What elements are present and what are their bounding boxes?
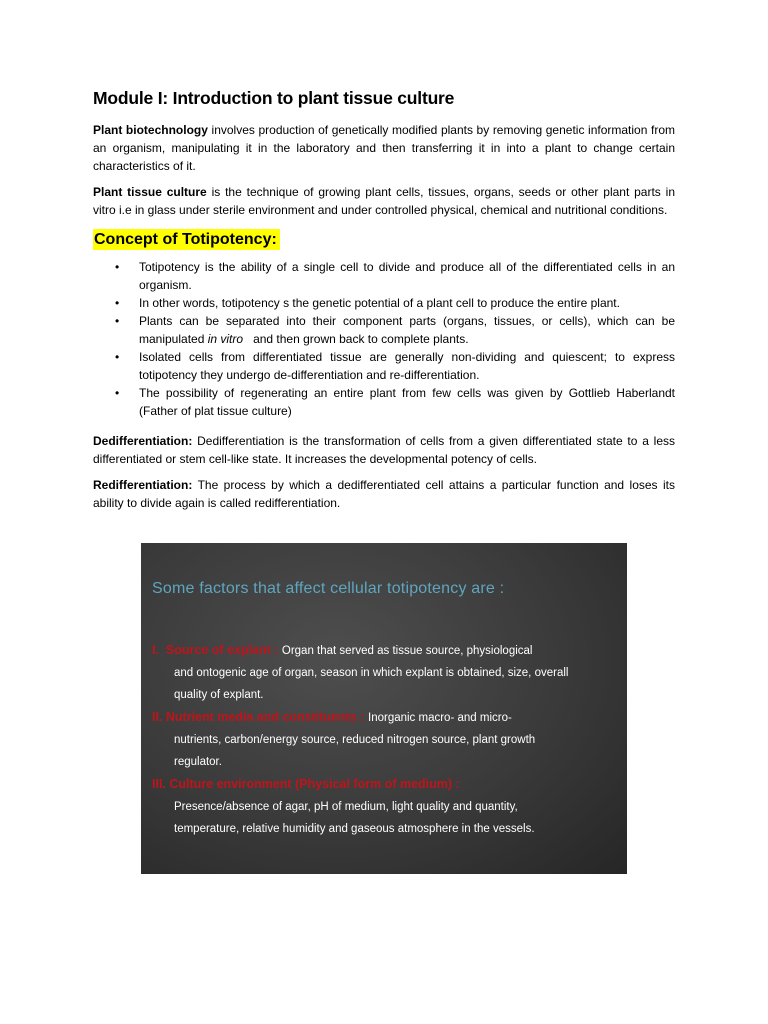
- factor-text: Organ that served as tissue source, physiological: [281, 645, 533, 657]
- intro-paragraph-tissue-culture: [93, 183, 675, 219]
- totipotency-factors-slide: [141, 543, 627, 874]
- factor-text: quality of explant.: [174, 689, 264, 701]
- factor-text: nutrients, carbon/energy source, reduced nitrogen source, plant growth: [174, 734, 536, 746]
- factor-text: Presence/absence of agar, pH of medium, light quality and quantity,: [174, 801, 518, 813]
- bullet-icon: •: [115, 260, 120, 274]
- term-plant-biotechnology: Plant biotechnology: [93, 123, 208, 137]
- term-redifferentiation: Redifferentiation:: [93, 478, 193, 492]
- bullet-icon: •: [115, 386, 120, 400]
- factor-text: regulator.: [174, 756, 222, 768]
- concept-heading: Concept of Totipotency:: [93, 229, 280, 250]
- bullet-text-continued: and then grown back to complete plants.: [243, 332, 469, 346]
- dedifferentiation-paragraph: [93, 432, 675, 468]
- slide-title: Some factors that affect cellular totipotency are :: [152, 580, 505, 597]
- document-page: [93, 88, 675, 520]
- term-dedifferentiation: Dedifferentiation:: [93, 434, 193, 448]
- factor-text: temperature, relative humidity and gaseous atmosphere in the vessels.: [174, 823, 535, 835]
- tissue-culture-definition: is the technique of growing plant cells, tissues, organs, seeds or other plant parts in vitro i.e in glass under sterile environment and under controlled physical, chemical and nutritional conditions.: [93, 185, 675, 217]
- factor-heading: II. Nutrient media and constituents :: [152, 710, 368, 724]
- bullet-icon: •: [115, 296, 120, 310]
- bullet-icon: •: [115, 350, 120, 364]
- page-title: Module I: Introduction to plant tissue culture: [93, 88, 455, 108]
- bullet-icon: •: [115, 314, 120, 328]
- biotech-definition: involves production of genetically modified plants by removing genetic information from an organism, manipulating it in the laboratory and then transferring it in into a plant to change certain characteristics of it.: [93, 123, 675, 173]
- totipotency-bullet-list: [93, 258, 675, 420]
- redifferentiation-definition: The process by which a dedifferentiated cell attains a particular function and loses its ability to divide again is called redifferentiation.: [93, 478, 675, 510]
- list-item: [93, 312, 675, 348]
- factor-heading: III. Culture environment (Physical form of medium) :: [152, 777, 460, 791]
- list-item: [93, 258, 675, 294]
- intro-paragraph-biotech: [93, 121, 675, 175]
- term-plant-tissue-culture: Plant tissue culture: [93, 185, 207, 199]
- bullet-text: Plants can be separated into their component parts (organs, tissues, or cells), which can be manipulated: [139, 314, 675, 346]
- bullet-text: Isolated cells from differentiated tissue are generally non-dividing and quiescent; to express totipotency they undergo de-differentiation and re-differentiation.: [139, 350, 675, 382]
- factor-text: Inorganic macro- and micro-: [368, 712, 512, 724]
- bullet-text: In other words, totipotency s the genetic potential of a plant cell to produce the entire plant.: [139, 296, 620, 310]
- bullet-text: Totipotency is the ability of a single cell to divide and produce all of the differentiated cells in an organism.: [139, 260, 675, 292]
- factor-item: [152, 639, 612, 706]
- redifferentiation-paragraph: [93, 476, 675, 512]
- list-item: [93, 384, 675, 420]
- list-item: [93, 348, 675, 384]
- dedifferentiation-definition: Dedifferentiation is the transformation of cells from a given differentiated state to a less differentiated or stem cell-like state. It increases the developmental potency of cells.: [93, 434, 675, 466]
- factor-item: [152, 773, 612, 840]
- factor-heading: I. Source of explant :: [152, 643, 282, 657]
- bullet-text: The possibility of regenerating an entire plant from few cells was given by Gottlieb Haberlandt (Father of plat tissue culture): [139, 386, 675, 418]
- factor-list: [152, 639, 612, 840]
- factor-item: [152, 706, 612, 773]
- bullet-italic-text: in vitro: [207, 332, 244, 346]
- concept-heading-wrap: [93, 229, 675, 250]
- list-item: [93, 294, 675, 312]
- factor-text: and ontogenic age of organ, season in which explant is obtained, size, overall: [174, 667, 569, 679]
